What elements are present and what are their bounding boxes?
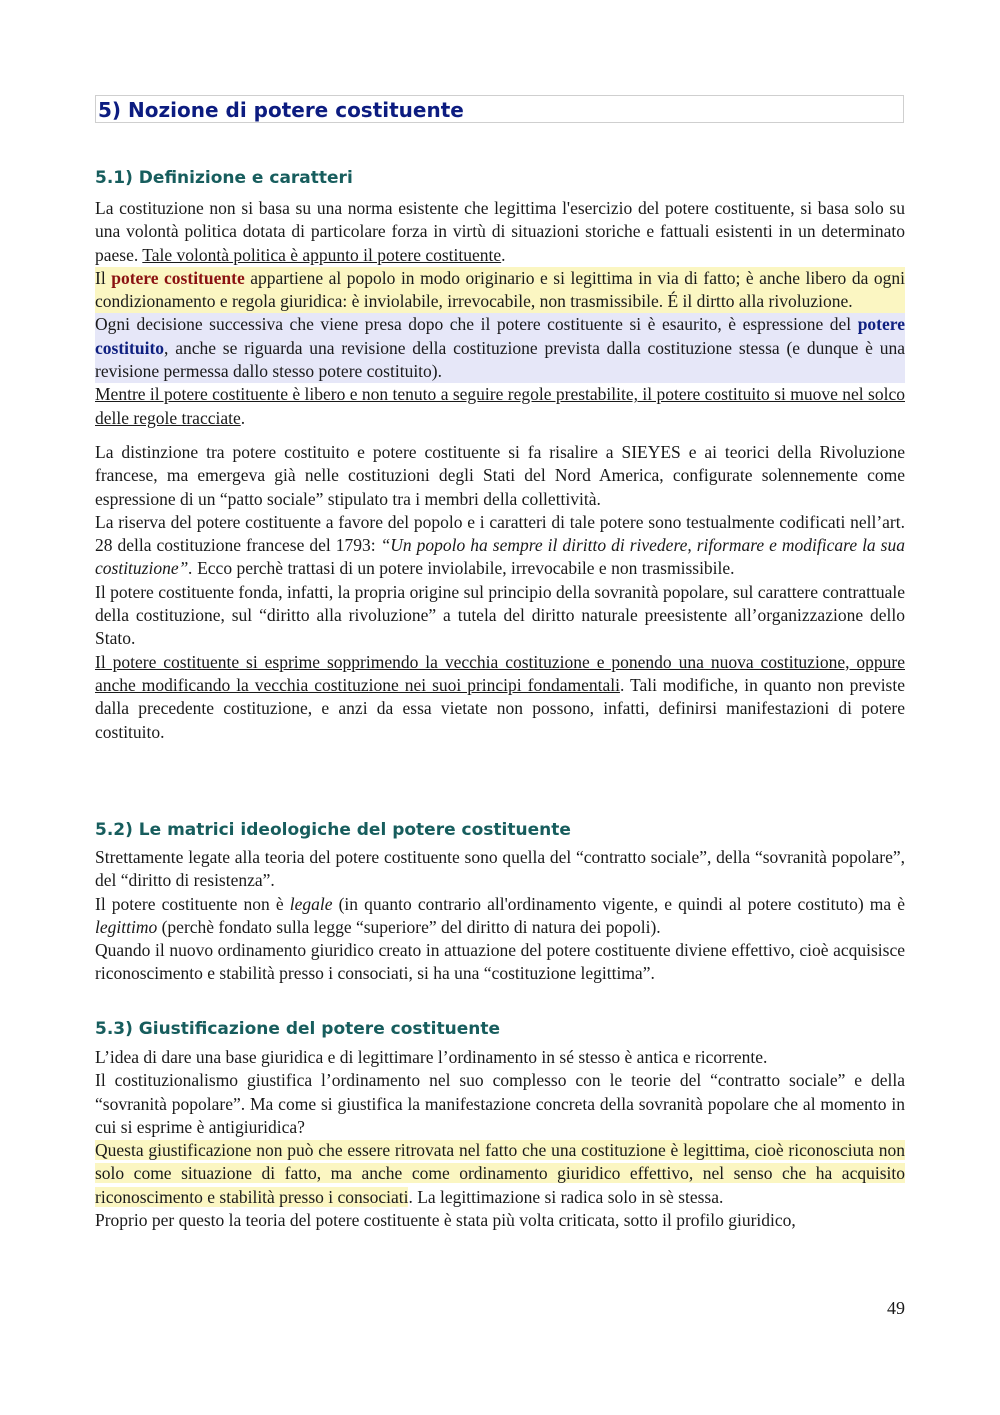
paragraph: Quando il nuovo ordinamento giuridico creato in attuazione del potere costituente diviene effettivo, cioè acquisisce riconoscimento e stabilità presso i consociati, si ha una “costituzione legittima”.: [95, 940, 905, 984]
text: .: [501, 244, 506, 265]
text: Ecco perchè trattasi di un potere inviolabile, irrevocabile e non trasmissibile.: [192, 558, 735, 579]
underlined-text: Mentre il potere costituente è libero e non tenuto a seguire regole prestabilite, il potere costituito si muove nel solco delle regole tracciate: [95, 384, 905, 428]
quote-text: “Un popolo ha sempre il diritto di rivedere, riformare e modificare la sua costituzione”.: [95, 535, 905, 579]
underlined-text: Tale volontà politica è appunto il potere costituente: [142, 244, 502, 265]
page-number: 49: [887, 1298, 905, 1318]
paragraph: Il potere costituente fonda, infatti, la propria origine sul principio della sovranità popolare, sul carattere contrattuale della costituzione, sul “diritto alla rivoluzione” a tutela del diritto naturale preesistente all’organizzazione dello Stato.: [95, 581, 905, 649]
paragraph: [95, 1139, 905, 1209]
chapter-title: 5) Nozione di potere costituente: [95, 95, 904, 123]
text: , anche se riguarda una revisione della costituzione prevista dalla costituzione stessa (e dunque è una revisione permessa dallo stesso potere costituito).: [95, 337, 905, 382]
paragraph: [95, 511, 905, 581]
keyword-potere-costituito: potere costituito: [95, 314, 905, 358]
text: La costituzione non si basa su una norma esistente che legittima l'esercizio del potere costituente, si basa solo su una volontà politica dotata di particolare forza in virtù di situazioni storiche e fattuali esistenti in un determinato paese.: [95, 198, 905, 265]
text: . Tali modifiche, in quanto non previste dalla precedente costituzione, e anzi da essa vietate non possono, infatti, definirsi manifestazioni di potere costituito.: [95, 674, 906, 742]
text: Il: [95, 267, 112, 288]
paragraph: [95, 893, 905, 940]
paragraph: [95, 651, 905, 744]
italic-text: legale: [289, 893, 333, 914]
paragraph: [95, 197, 905, 267]
paragraph: Strettamente legate alla teoria del potere costituente sono quella del “contratto sociale”, della “sovranità popolare”, del “diritto di resistenza”.: [95, 847, 905, 891]
text: (perchè fondato sulla legge “superiore” del diritto di natura dei popoli).: [157, 916, 661, 937]
section-matrici: [95, 818, 905, 986]
text: appartiene al popolo in modo originario e si legittima in via di fatto; è anche libero da ogni condizionamento e regola giuridica: è inviolabile, irrevocabile, non trasmissibile. É il dirtto alla rivoluzione.: [95, 267, 905, 312]
highlighted-paragraph: [95, 267, 905, 314]
text: (in quanto contrario all'ordinamento vigente, e quindi al potere costituto) ma è: [332, 893, 905, 914]
paragraph: La distinzione tra potere costituito e potere costituente si fa risalire a SIEYES e ai teorici della Rivoluzione francese, ma emergeva già nelle costituzioni degli Stati del Nord America, configurate solennemente come espressione di un “patto sociale” stipulato tra i membri della collettività.: [95, 441, 905, 509]
section-giustificazione: [95, 1017, 905, 1232]
text: .: [240, 407, 246, 428]
highlighted-text: Questa giustificazione non può che essere ritrovata nel fatto che una costituzione è legittima, cioè riconosciuta non solo come situazione di fatto, ma anche come ordinamento giuridico effettivo, nel senso che ha acquisito riconoscimento e stabilità presso i consociati: [95, 1140, 905, 1207]
text: Il potere costituente non è: [95, 893, 290, 914]
underlined-text: Il potere costituente si esprime sopprimendo la vecchia costituzione e ponendo una nuova costituzione, oppure anche modificando la vecchia costituzione nei suoi principi fondamentali: [95, 651, 905, 695]
text: . La legittimazione si radica solo in sè stessa.: [408, 1186, 724, 1207]
section-heading: 5.2) Le matrici ideologiche del potere costituente: [95, 820, 571, 840]
section-heading: 5.1) Definizione e caratteri: [95, 168, 353, 188]
section-heading: 5.3) Giustificazione del potere costituente: [95, 1019, 500, 1039]
text: La riserva del potere costituente a favore del popolo e i caratteri di tale potere sono testualmente codificati nell’art. 28 della costituzione francese del 1793:: [95, 511, 905, 556]
paragraph: Il costituzionalismo giustifica l’ordinamento nel suo complesso con le teorie del “contratto sociale” e della “sovranità popolare”. Ma come si giustifica la manifestazione concreta della sovranità popolare che al momento in cui si esprime è antigiuridica?: [95, 1070, 905, 1137]
paragraph: Proprio per questo la teoria del potere costituente è stata più volta criticata, sotto il profilo giuridico,: [95, 1210, 796, 1231]
highlighted-paragraph: [95, 313, 905, 383]
italic-text: legittimo: [95, 916, 158, 937]
section-definizione: [95, 166, 905, 744]
paragraph: L’idea di dare una base giuridica e di legittimare l’ordinamento in sé stesso è antica e ricorrente.: [95, 1047, 768, 1067]
text: Ogni decisione successiva che viene presa dopo che il potere costituente si è esaurito, è espressione del: [95, 314, 858, 335]
keyword-potere-costituente: potere costituente: [111, 267, 245, 288]
paragraph: [95, 383, 905, 430]
